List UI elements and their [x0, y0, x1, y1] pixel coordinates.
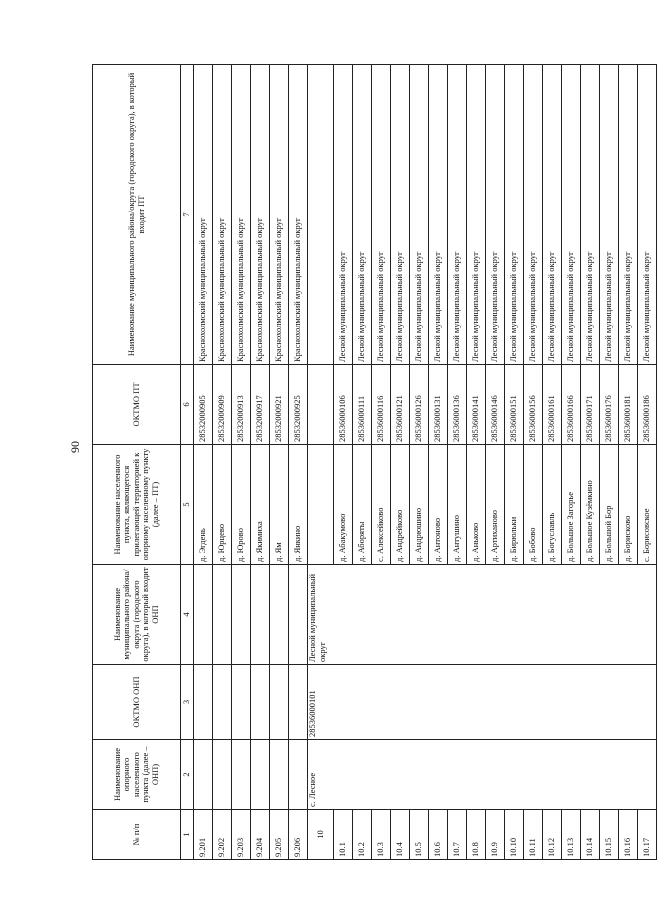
empty-cell [194, 565, 213, 665]
column-number: 4 [181, 565, 194, 665]
pt-name-cell: д. Янкино [289, 445, 308, 565]
data-table [92, 64, 657, 860]
pt-name-cell: д. Аборяты [353, 445, 372, 565]
pt-district-cell: Лесной муниципальный округ [372, 65, 391, 365]
pt-district-cell: Лесной муниципальный округ [448, 65, 467, 365]
pt-oktmo-cell: 28536000116 [372, 365, 391, 445]
onp-district-cell: Лесной муниципальный округ [308, 565, 657, 665]
table-row [251, 65, 270, 860]
pt-oktmo-cell: 28536000121 [391, 365, 410, 445]
pt-oktmo-cell: 28536000176 [600, 365, 619, 445]
pt-district-cell: Лесной муниципальный округ [410, 65, 429, 365]
row-number-cell: 10.3 [372, 810, 391, 860]
row-number-cell: 10.9 [486, 810, 505, 860]
pt-oktmo-cell: 28532000921 [270, 365, 289, 445]
pt-district-cell: Лесной муниципальный округ [619, 65, 638, 365]
empty-cell [213, 665, 232, 740]
pt-district-cell: Лесной муниципальный округ [467, 65, 486, 365]
pt-oktmo-cell: 28536000171 [581, 365, 600, 445]
header-cell: Наименование опорного населенного пункта (далее – ОНП) [93, 740, 181, 810]
pt-oktmo-cell: 28536000146 [486, 365, 505, 445]
pt-name-cell: д. Ям [270, 445, 289, 565]
pt-oktmo-cell: 28536000111 [353, 365, 372, 445]
header-cell: Наименование муниципального района/округа (городского округа), в который входит ОНП [93, 565, 181, 665]
pt-name-cell: д. Бирюльки [505, 445, 524, 565]
empty-cell [308, 65, 334, 365]
row-number-cell: 9.205 [270, 810, 289, 860]
table-row [289, 65, 308, 860]
pt-name-cell: с. Борисовское [638, 445, 657, 565]
pt-oktmo-cell: 28532000917 [251, 365, 270, 445]
table-row [270, 65, 289, 860]
pt-name-cell: д. Бобово [524, 445, 543, 565]
pt-name-cell: д. Борисково [619, 445, 638, 565]
empty-cell [251, 665, 270, 740]
header-cell: ОКТМО ПТ [93, 365, 181, 445]
pt-district-cell: Лесной муниципальный округ [391, 65, 410, 365]
page-number: 90 [68, 441, 82, 453]
empty-cell [289, 740, 308, 810]
column-number: 3 [181, 665, 194, 740]
header-cell: № п/п [93, 810, 181, 860]
header-cell: ОКТМО ОНП [93, 665, 181, 740]
row-number-cell: 9.206 [289, 810, 308, 860]
row-number-cell: 10.6 [429, 810, 448, 860]
empty-cell [270, 565, 289, 665]
pt-district-cell: Лесной муниципальный округ [638, 65, 657, 365]
pt-district-cell: Краснохолмский муниципальный округ [232, 65, 251, 365]
pt-oktmo-cell: 28536000161 [543, 365, 562, 445]
row-number-cell: 10.8 [467, 810, 486, 860]
empty-cell [213, 565, 232, 665]
empty-cell [270, 665, 289, 740]
onp-oktmo-cell: 28536000101 [308, 665, 657, 740]
pt-district-cell: Лесной муниципальный округ [581, 65, 600, 365]
pt-district-cell: Лесной муниципальный округ [600, 65, 619, 365]
pt-name-cell: д. Андрюшино [410, 445, 429, 565]
group-number-cell: 10 [308, 810, 334, 860]
row-number-cell: 10.13 [562, 810, 581, 860]
pt-name-cell: с. Алексейково [372, 445, 391, 565]
pt-oktmo-cell: 28532000913 [232, 365, 251, 445]
onp-name-cell: с. Лесное [308, 740, 657, 810]
empty-cell [194, 740, 213, 810]
pt-name-cell: д. Эгдень [194, 445, 213, 565]
column-number: 6 [181, 365, 194, 445]
empty-cell [232, 565, 251, 665]
pt-district-cell: Лесной муниципальный округ [505, 65, 524, 365]
pt-name-cell: д. Артиханово [486, 445, 505, 565]
pt-name-cell: д. Большое Кузёмкино [581, 445, 600, 565]
header-cell: Наименование населенного пункта, являющегося прилегающей территорией к опорному населенному пункту (далее – ПТ) [93, 445, 181, 565]
pt-oktmo-cell: 28536000141 [467, 365, 486, 445]
pt-oktmo-cell: 28532000905 [194, 365, 213, 445]
pt-name-cell: д. Аньково [467, 445, 486, 565]
empty-cell [232, 665, 251, 740]
empty-cell [308, 365, 334, 445]
row-number-cell: 9.203 [232, 810, 251, 860]
row-number-cell: 9.201 [194, 810, 213, 860]
row-number-cell: 10.2 [353, 810, 372, 860]
pt-oktmo-cell: 28536000136 [448, 365, 467, 445]
empty-cell [251, 565, 270, 665]
pt-district-cell: Краснохолмский муниципальный округ [289, 65, 308, 365]
row-number-cell: 9.202 [213, 810, 232, 860]
pt-name-cell: д. Антушино [448, 445, 467, 565]
empty-cell [289, 665, 308, 740]
row-number-cell: 10.7 [448, 810, 467, 860]
empty-cell [194, 665, 213, 740]
pt-district-cell: Лесной муниципальный округ [429, 65, 448, 365]
table-container [92, 65, 652, 860]
empty-cell [289, 565, 308, 665]
pt-name-cell: д. Юрцево [213, 445, 232, 565]
column-number: 1 [181, 810, 194, 860]
pt-oktmo-cell: 28536000156 [524, 365, 543, 445]
pt-name-cell: д. Якимиха [251, 445, 270, 565]
pt-name-cell: д. Юрово [232, 445, 251, 565]
empty-cell [251, 740, 270, 810]
row-number-cell: 10.11 [524, 810, 543, 860]
row-number-cell: 10.16 [619, 810, 638, 860]
pt-district-cell: Лесной муниципальный округ [543, 65, 562, 365]
row-number-cell: 9.204 [251, 810, 270, 860]
table-row [213, 65, 232, 860]
pt-district-cell: Лесной муниципальный округ [524, 65, 543, 365]
row-number-cell: 10.1 [334, 810, 353, 860]
pt-oktmo-cell: 28536000131 [429, 365, 448, 445]
pt-district-cell: Краснохолмский муниципальный округ [270, 65, 289, 365]
pt-oktmo-cell: 28536000181 [619, 365, 638, 445]
row-number-cell: 10.15 [600, 810, 619, 860]
header-cell: Наименование муниципального района/округа (городского округа), в который входит ПТ [93, 65, 181, 365]
empty-cell [308, 445, 334, 565]
pt-oktmo-cell: 28532000925 [289, 365, 308, 445]
pt-oktmo-cell: 28536000106 [334, 365, 353, 445]
pt-oktmo-cell: 28532000909 [213, 365, 232, 445]
table-row [232, 65, 251, 860]
pt-name-cell: д. Антоново [429, 445, 448, 565]
pt-name-cell: д. Богуславль [543, 445, 562, 565]
group-row [308, 65, 334, 860]
row-number-cell: 10.4 [391, 810, 410, 860]
empty-cell [232, 740, 251, 810]
pt-oktmo-cell: 28536000151 [505, 365, 524, 445]
column-number: 7 [181, 65, 194, 365]
pt-district-cell: Лесной муниципальный округ [562, 65, 581, 365]
row-number-cell: 10.17 [638, 810, 657, 860]
pt-name-cell: д. Абакумово [334, 445, 353, 565]
pt-district-cell: Краснохолмский муниципальный округ [194, 65, 213, 365]
pt-district-cell: Лесной муниципальный округ [334, 65, 353, 365]
row-number-cell: 10.10 [505, 810, 524, 860]
pt-district-cell: Краснохолмский муниципальный округ [251, 65, 270, 365]
empty-cell [270, 740, 289, 810]
table-row [194, 65, 213, 860]
pt-district-cell: Лесной муниципальный округ [353, 65, 372, 365]
pt-oktmo-cell: 28536000166 [562, 365, 581, 445]
row-number-cell: 10.12 [543, 810, 562, 860]
pt-name-cell: д. Большое Загорье [562, 445, 581, 565]
column-number: 5 [181, 445, 194, 565]
column-number-row [181, 65, 194, 860]
row-number-cell: 10.14 [581, 810, 600, 860]
pt-name-cell: д. Андрейково [391, 445, 410, 565]
pt-district-cell: Лесной муниципальный округ [486, 65, 505, 365]
column-number: 2 [181, 740, 194, 810]
pt-name-cell: д. Большой Бор [600, 445, 619, 565]
pt-oktmo-cell: 28536000186 [638, 365, 657, 445]
row-number-cell: 10.5 [410, 810, 429, 860]
pt-oktmo-cell: 28536000126 [410, 365, 429, 445]
pt-district-cell: Краснохолмский муниципальный округ [213, 65, 232, 365]
empty-cell [213, 740, 232, 810]
